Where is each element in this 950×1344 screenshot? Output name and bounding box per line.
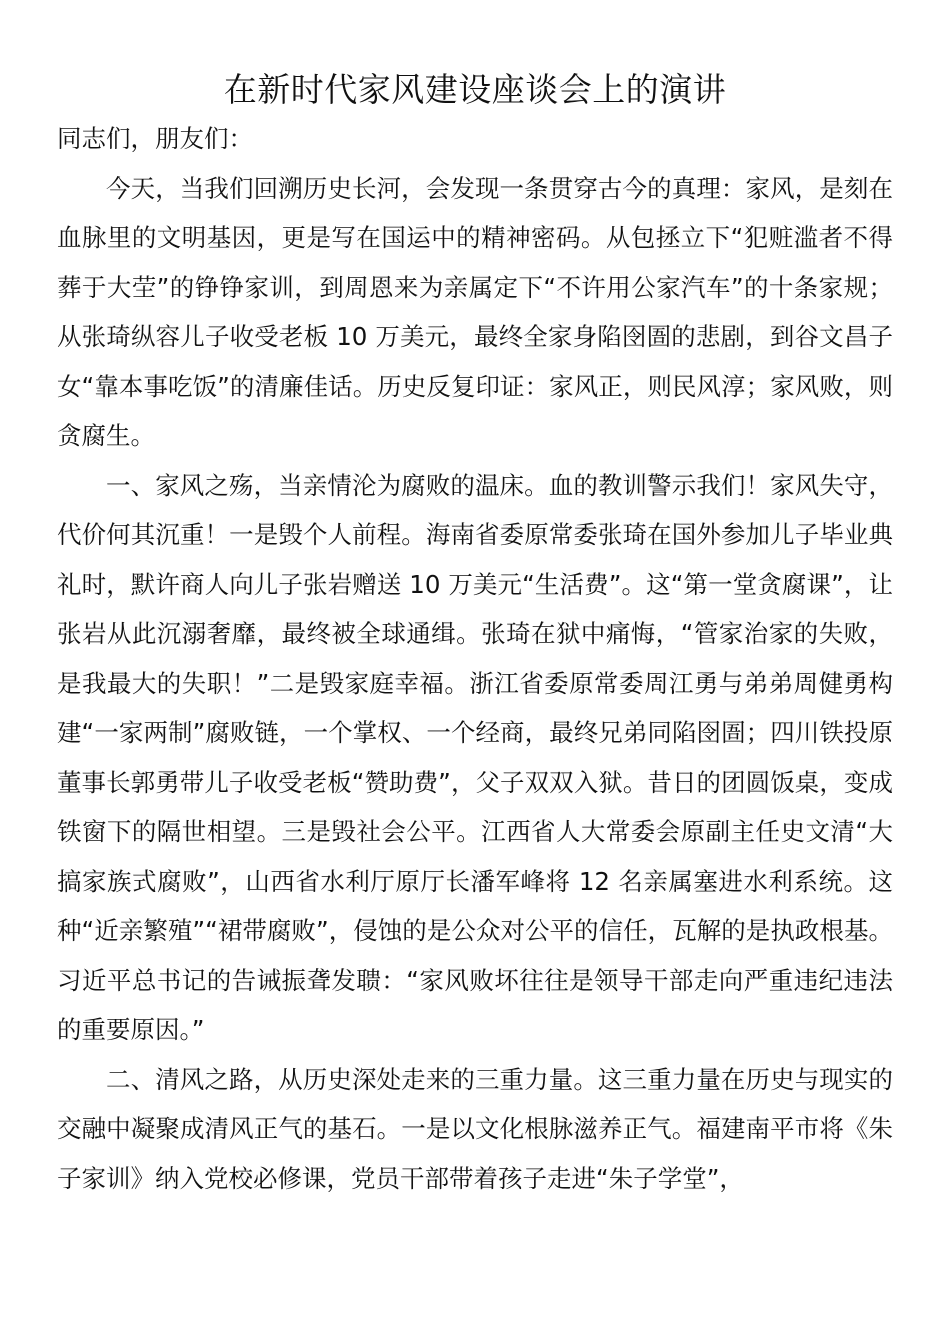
paragraph-intro: 今天，当我们回溯历史长河，会发现一条贯穿古今的真理：家风，是刻在血脉里的文明基因，更是写在国运中的精神密码。从包拯立下“犯赃滥者不得葬于大茔”的铮铮家训，到周恩来为亲属定下“不许用公家汽车”的十条家规；从张琦纵容儿子收受老板 10 万美元，最终全家身陷囹圄的悲剧，到谷文昌子女“靠本事吃饭”的清廉佳话。历史反复印证：家风正，则民风淳；家风败，则贪腐生。 [57, 173, 893, 450]
paragraph-section-two: 二、清风之路，从历史深处走来的三重力量。这三重力量在历史与现实的交融中凝聚成清风正气的基石。一是以文化根脉滋养正气。福建南平市将《朱子家训》纳入党校必修课，党员干部带着孩子走进“朱子学堂”， [57, 1064, 893, 1193]
salutation: 同志们，朋友们： [57, 124, 253, 153]
paragraph-section-one: 一、家风之殇，当亲情沦为腐败的温床。血的教训警示我们！家风失守，代价何其沉重！一是毁个人前程。海南省委原常委张琦在国外参加儿子毕业典礼时，默许商人向儿子张岩赠送 10 万美元“生活费”。这“第一堂贪腐课”，让张岩从此沉溺奢靡，最终被全球通缉。张琦在狱中痛悔，“管家治家的失败，是我最大的失职！”二是毁家庭幸福。浙江省委原常委周江勇与弟弟周健勇构建“一家两制”腐败链，一个掌权、一个经商，最终兄弟同陷囹圄；四川铁投原董事长郭勇带儿子收受老板“赞助费”，父子双双入狱。昔日的团圆饭桌，变成铁窗下的隔世相望。三是毁社会公平。江西省人大常委会原副主任史文清“大搞家族式腐败”，山西省水利厅原厅长潘军峰将 12 名亲属塞进水利系统。这种“近亲繁殖”“裙带腐败”，侵蚀的是公众对公平的信任，瓦解的是执政根基。习近平总书记的告诫振聋发聩：“家风败坏往往是领导干部走向严重违纪违法的重要原因。” [57, 470, 893, 1044]
document-title: 在新时代家风建设座谈会上的演讲 [223, 70, 727, 109]
document-body [57, 114, 893, 1203]
